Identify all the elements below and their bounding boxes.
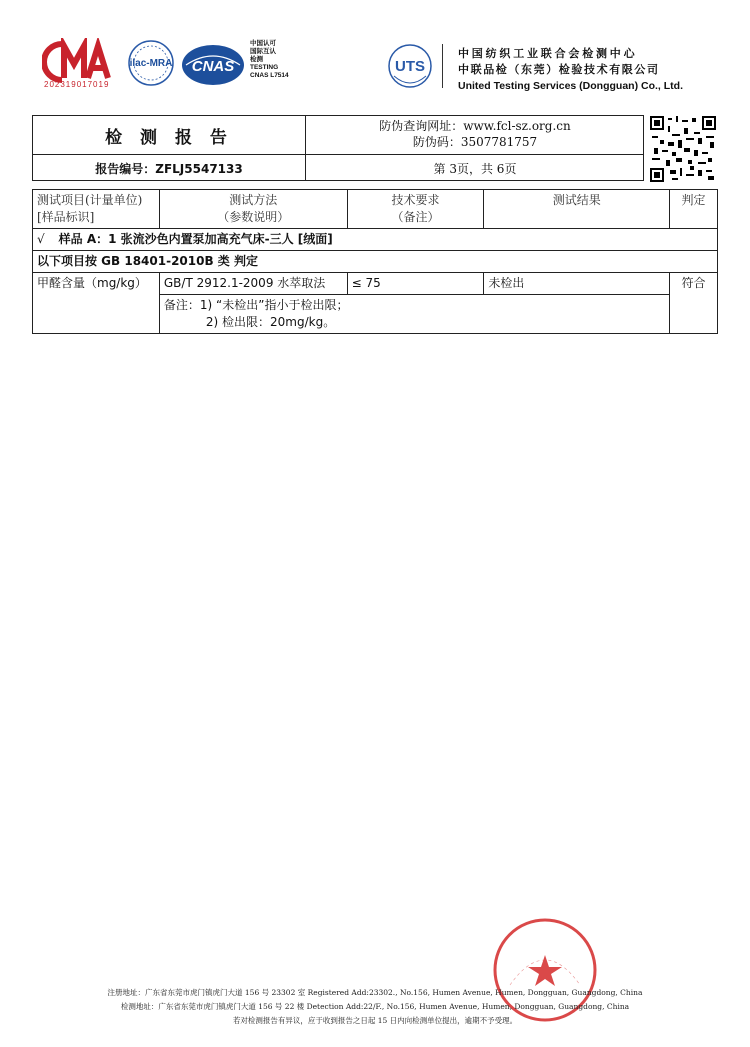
qr-code-icon (650, 116, 716, 182)
table-row (33, 273, 718, 295)
header-test-item: 测试项目(计量单位) [样品标识] (33, 190, 160, 229)
anti-fake-info (306, 118, 644, 150)
ilac-label: ilac-MRA (129, 58, 173, 69)
ilac-mra-logo (122, 38, 180, 88)
sample-row (33, 229, 718, 251)
cnas-logo (180, 42, 246, 88)
item-requirement: ≤ 75 (347, 273, 484, 295)
header-verdict: 判定 (670, 190, 718, 229)
report-title-box (32, 115, 644, 181)
sample-description: 样品 A：1 张流沙色内置泵加高充气床-三人 [绒面] (58, 232, 333, 246)
table-header-row (33, 190, 718, 229)
uts-label: UTS (395, 58, 425, 75)
company-name-cn1: 中国纺织工业联合会检测中心 (458, 48, 638, 60)
company-name-cn2: 中联品检（东莞）检验技术有限公司 (458, 64, 660, 76)
header-result: 测试结果 (484, 190, 670, 229)
page-info: 第 3页，共 6页 (433, 161, 517, 176)
report-number: 报告编号：ZFLJ5547133 (95, 161, 243, 176)
test-results-table (32, 189, 718, 334)
company-name-en: United Testing Services (Dongguan) Co., Ltd. (458, 80, 683, 92)
cma-number: 202319017019 (44, 80, 110, 89)
notes (159, 295, 669, 334)
uts-logo (386, 42, 434, 92)
header-divider (442, 44, 443, 88)
note-1: 备注：1) “未检出”指小于检出限； (163, 298, 349, 312)
cnas-accreditation-text: 中国认可 国际互认 检测 TESTING CNAS L7514 (250, 40, 289, 79)
footer (0, 986, 750, 1028)
standard-row (33, 251, 718, 273)
company-name-block (458, 46, 683, 94)
cnas-label: CNAS (191, 58, 235, 75)
item-verdict: 符合 (670, 273, 718, 334)
footer-notice: 若对检测报告有异议，应于收到报告之日起 15 日内向检测单位提出，逾期不予受理。 (232, 1016, 518, 1025)
item-method: GB/T 2912.1-2009 水萃取法 (159, 273, 347, 295)
item-result: 未检出 (484, 273, 670, 295)
footer-detection-address: 检测地址：广东省东莞市虎门镇虎门大道 156 号 22 楼 Detection Add:22/F., No.156, Humen Avenue, Humen, Dongguan, Guangdong, China (120, 1002, 630, 1011)
header-test-method: 测试方法 （参数说明） (159, 190, 347, 229)
check-mark-icon: √ (37, 232, 45, 246)
anti-fake-code: 防伪码：3507781757 (412, 135, 538, 149)
footer-registered-address: 注册地址：广东省东莞市虎门镇虎门大道 156 号 23302 室 Registered Add:23302., No.156, Humen Avenue, Humen, Dongguan, Guangdong, China (107, 988, 643, 997)
item-name: 甲醛含量（mg/kg） (33, 273, 160, 334)
note-2: 2) 检出限：20mg/kg。 (205, 315, 336, 329)
header-requirement: 技术要求 （备注） (347, 190, 484, 229)
anti-fake-site: 防伪查询网址：www.fcl-sz.org.cn (379, 119, 571, 133)
report-title: 检 测 报 告 (105, 127, 233, 148)
standard-text: 以下项目按 GB 18401-2010B 类 判定 (33, 251, 718, 273)
